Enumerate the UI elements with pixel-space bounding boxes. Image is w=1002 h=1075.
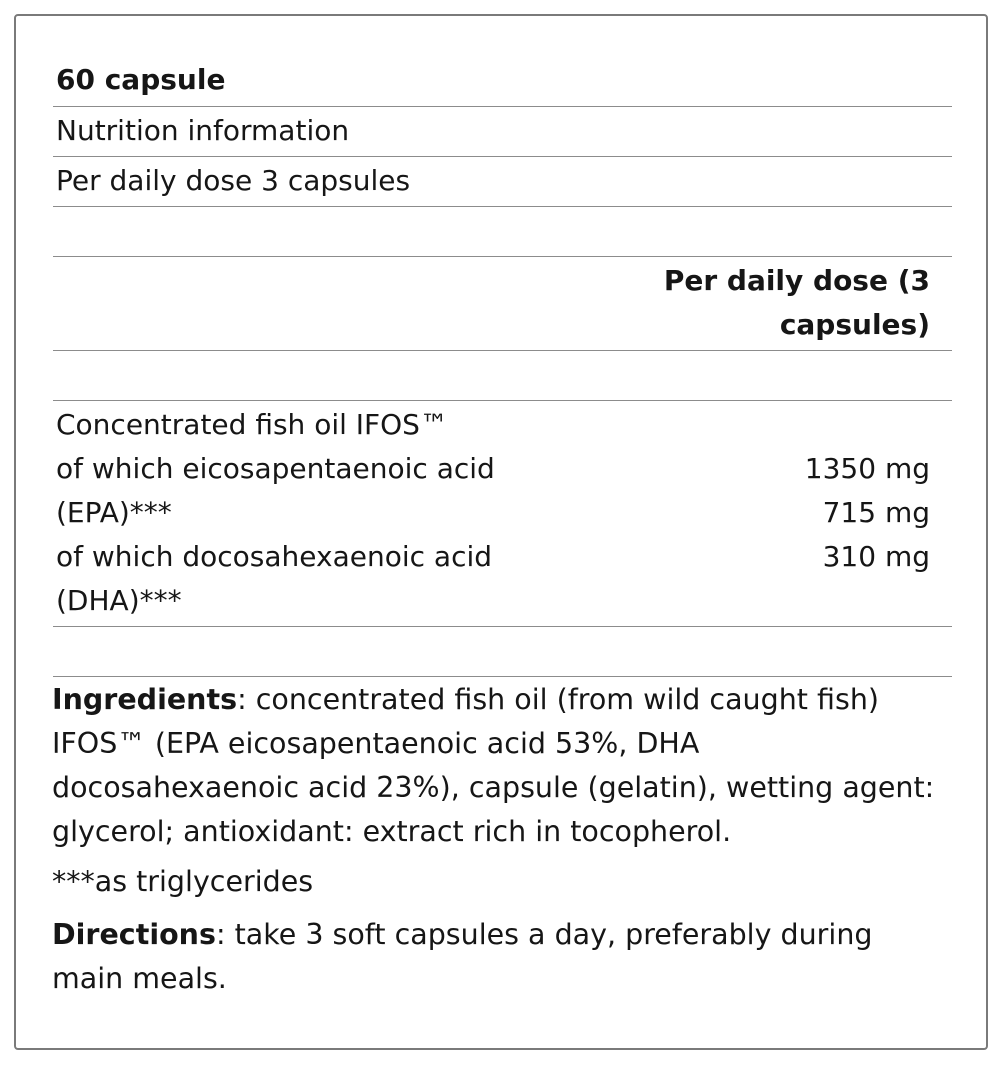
product-title: 60 capsule — [56, 63, 226, 96]
ingredients-label: Ingredients — [52, 683, 238, 716]
nutrition-panel — [14, 14, 988, 1050]
daily-dose-label: Per daily dose 3 capsules — [56, 164, 411, 197]
divider — [53, 676, 952, 677]
footnote: ***as triglycerides — [52, 865, 314, 898]
table-bottom-border — [53, 626, 952, 627]
divider — [53, 106, 952, 107]
directions-paragraph — [52, 913, 952, 1001]
value-dha: 310 mg — [822, 540, 930, 573]
divider — [53, 400, 952, 401]
nutrient-epa-line1: of which eicosapentaenoic acid — [56, 452, 495, 485]
value-fish-oil: 1350 mg — [804, 452, 930, 485]
divider — [53, 206, 952, 207]
divider — [53, 156, 952, 157]
ingredients-text: : concentrated fish oil (from wild caught fish) IFOS™ (EPA eicosapentaenoic acid 53%, DHA docosahexaenoic acid 23%), capsule (gelatin), wetting agent: glycerol; antioxidant: extract rich in tocopherol. — [52, 683, 935, 848]
value-epa: 715 mg — [822, 496, 930, 529]
dose-column-header-line2: capsules) — [779, 308, 930, 341]
nutrition-info-label: Nutrition information — [56, 114, 350, 147]
nutrient-dha-line1: of which docosahexaenoic acid — [56, 540, 493, 573]
nutrient-epa-line2: (EPA)*** — [56, 496, 172, 529]
nutrient-fish-oil: Concentrated fish oil IFOS™ — [56, 408, 448, 441]
nutrient-dha-line2: (DHA)*** — [56, 584, 182, 617]
directions-label: Directions — [52, 918, 216, 951]
ingredients-paragraph — [52, 678, 952, 854]
table-top-border — [53, 256, 952, 257]
dose-column-header-line1: Per daily dose (3 — [663, 264, 930, 297]
directions-text: : take 3 soft capsules a day, preferably during main meals. — [52, 918, 873, 995]
divider — [53, 350, 952, 351]
